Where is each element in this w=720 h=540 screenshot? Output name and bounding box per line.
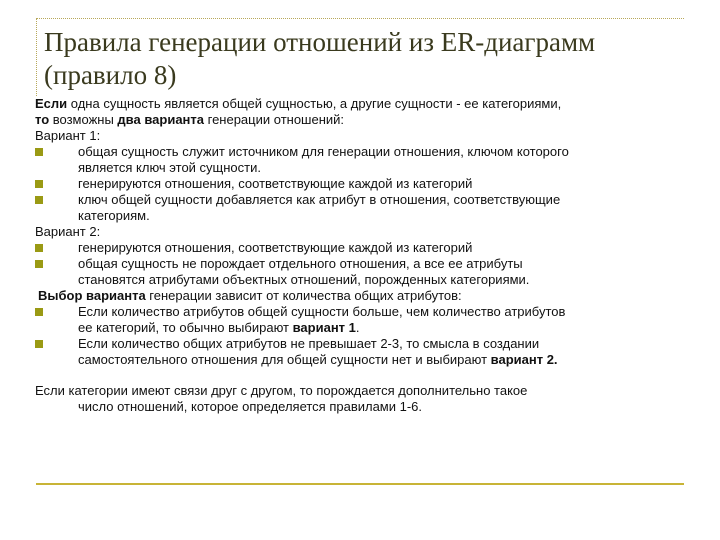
bullet-text-line-1: генерируются отношения, соответствующие каждой из категорий [78, 240, 473, 255]
variant-2-ref: вариант 2. [490, 352, 558, 367]
closing-line-1: Если категории имеют связи друг с другом, то порождается дополнительно такое [35, 383, 528, 398]
variant-2-bullet-1 [35, 240, 695, 256]
variant-1-ref: вариант 1 [292, 320, 356, 335]
square-bullet-icon [35, 244, 43, 252]
intro-two-variants: два варианта [117, 112, 204, 127]
bullet-text-line-1: Если количество атрибутов общей сущности больше, чем количество атрибутов [78, 304, 566, 319]
intro-then-keyword: то [35, 112, 50, 127]
square-bullet-icon [35, 260, 43, 268]
square-bullet-icon [35, 308, 43, 316]
bullet-text-line-1: Если количество общих атрибутов не превышает 2-3, то смысла в создании [78, 336, 540, 351]
choice-b1-text: ее категорий, то обычно выбирают [78, 320, 293, 335]
bullet-text-line-2: является ключ этой сущности. [78, 160, 261, 175]
slide-body [35, 96, 695, 415]
page-title-line-1: Правила генерации отношений из ER-диаграмм [44, 27, 596, 57]
page-title [44, 26, 684, 92]
variant-2-bullet-2 [35, 256, 695, 288]
choice-b1-end: . [355, 320, 360, 335]
page-title-line-2: (правило 8) [44, 60, 177, 90]
choice-bullet-2 [35, 336, 695, 368]
bullet-text-line-2: становятся атрибутами объектных отношений, порожденных категориями. [78, 272, 530, 287]
choice-b2-text: самостоятельного отношения для общей сущности нет и выбирают [78, 352, 491, 367]
choice-bullet-1 [35, 304, 695, 336]
choice-line [35, 288, 695, 304]
square-bullet-icon [35, 196, 43, 204]
intro-line-1-text: одна сущность является общей сущностью, а другие сущности - ее категориями, [67, 96, 562, 111]
bullet-text-line-1: ключ общей сущности добавляется как атрибут в отношения, соответствующие [78, 192, 561, 207]
intro-line-1 [35, 96, 695, 112]
bullet-text-line-1: генерируются отношения, соответствующие каждой из категорий [78, 176, 473, 191]
title-top-rule [36, 18, 684, 19]
variant-1-bullet-2 [35, 176, 695, 192]
choice-keyword: Выбор варианта [38, 288, 146, 303]
choice-text: генерации зависит от количества общих атрибутов: [145, 288, 462, 303]
variant-1-bullet-1 [35, 144, 695, 176]
title-left-rule [36, 18, 37, 96]
bottom-rule [36, 483, 684, 485]
intro-line-2-text-a: возможны [49, 112, 118, 127]
bullet-text-line-1: общая сущность служит источником для генерации отношения, ключом которого [78, 144, 569, 159]
square-bullet-icon [35, 340, 43, 348]
variant-1-bullet-3 [35, 192, 695, 224]
variant-2-heading: Вариант 2: [35, 224, 101, 239]
bullet-text-line-2: категориям. [78, 208, 150, 223]
variant-1-heading: Вариант 1: [35, 128, 101, 143]
bullet-text-line-2 [78, 352, 695, 368]
intro-line-2-text-b: генерации отношений: [204, 112, 345, 127]
bullet-text-line-1: общая сущность не порождает отдельного отношения, а все ее атрибуты [78, 256, 523, 271]
closing-paragraph [35, 383, 695, 415]
square-bullet-icon [35, 148, 43, 156]
closing-line-2: число отношений, которое определяется правилами 1-6. [78, 399, 423, 414]
intro-line-2 [35, 112, 695, 128]
square-bullet-icon [35, 180, 43, 188]
bullet-text-line-2 [78, 320, 695, 336]
intro-if-keyword: Если [35, 96, 68, 111]
